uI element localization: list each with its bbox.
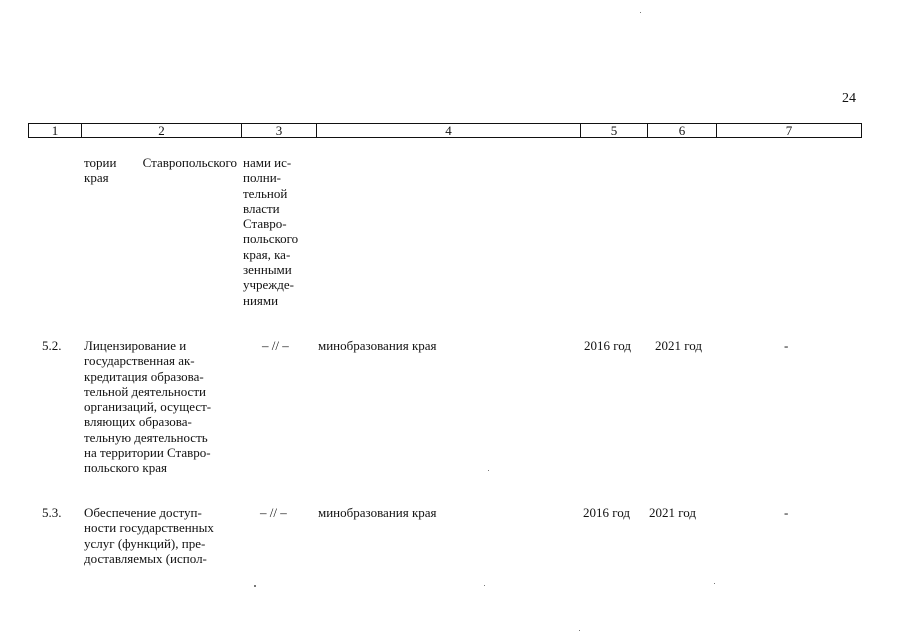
executors-line: тельной xyxy=(243,185,288,201)
name-line: тельную деятельность xyxy=(84,429,208,445)
row-indicator: - xyxy=(784,505,789,520)
row-executors: – // – xyxy=(262,338,289,353)
scan-speck xyxy=(640,12,641,13)
header-col-2: 2 xyxy=(82,124,242,137)
row-end-year: 2021 год xyxy=(655,338,702,353)
row-executors: – // – xyxy=(260,505,287,520)
name-line: государственная ак- xyxy=(84,353,195,369)
scan-speck xyxy=(579,630,580,631)
header-col-7: 7 xyxy=(785,123,793,138)
table-header-row xyxy=(28,123,862,138)
row-indicator: - xyxy=(784,338,789,353)
name-line: тельной деятельности xyxy=(84,383,206,399)
row-responsible: минобразования края xyxy=(318,338,437,353)
row-name xyxy=(84,505,237,566)
executors-line: края, ка- xyxy=(243,246,291,262)
scan-speck xyxy=(484,585,485,586)
row-end-year: 2021 год xyxy=(649,505,696,520)
executors-line: Ставро- xyxy=(243,216,287,232)
name-line: Обеспечение доступ- xyxy=(84,505,202,520)
executors-line: нами ис- xyxy=(243,155,292,170)
row-start-year: 2016 год xyxy=(584,338,631,353)
executors-line: зенными xyxy=(243,262,292,278)
page-number: 24 xyxy=(842,91,856,106)
row-responsible: минобразования края xyxy=(318,505,437,520)
name-line: польского края xyxy=(84,460,167,476)
executors-line: власти xyxy=(243,200,280,216)
row-number: 5.3. xyxy=(42,505,62,520)
executors-line: ниями xyxy=(243,292,279,308)
executors-line: полни- xyxy=(243,170,282,186)
name-line: ности государственных xyxy=(84,520,214,536)
row-name xyxy=(84,338,237,476)
scan-speck xyxy=(488,470,489,471)
continuation-name: тории Ставропольского края xyxy=(84,155,237,186)
name-line: вляющих образова- xyxy=(84,414,192,430)
name-line: на территории Ставро- xyxy=(84,445,211,461)
name-line: доставляемых (испол- xyxy=(84,550,207,566)
name-line: организаций, осущест- xyxy=(84,399,212,415)
header-col-5: 5 xyxy=(581,124,648,137)
name-line: Лицензирование и xyxy=(84,338,187,353)
executors-line: учрежде- xyxy=(243,277,295,293)
header-col-4: 4 xyxy=(317,124,581,137)
row-number: 5.2. xyxy=(42,338,62,353)
row-start-year: 2016 год xyxy=(583,505,630,520)
name-line: услуг (функций), пре- xyxy=(84,535,206,551)
name-line: кредитация образова- xyxy=(84,368,204,384)
executors-line: польского xyxy=(243,231,299,247)
header-col-1: 1 xyxy=(29,124,82,137)
header-col-6: 6 xyxy=(648,124,717,137)
header-col-3: 3 xyxy=(242,124,317,137)
continuation-executors xyxy=(243,155,311,308)
scan-speck xyxy=(254,585,256,587)
scan-speck xyxy=(714,583,715,584)
